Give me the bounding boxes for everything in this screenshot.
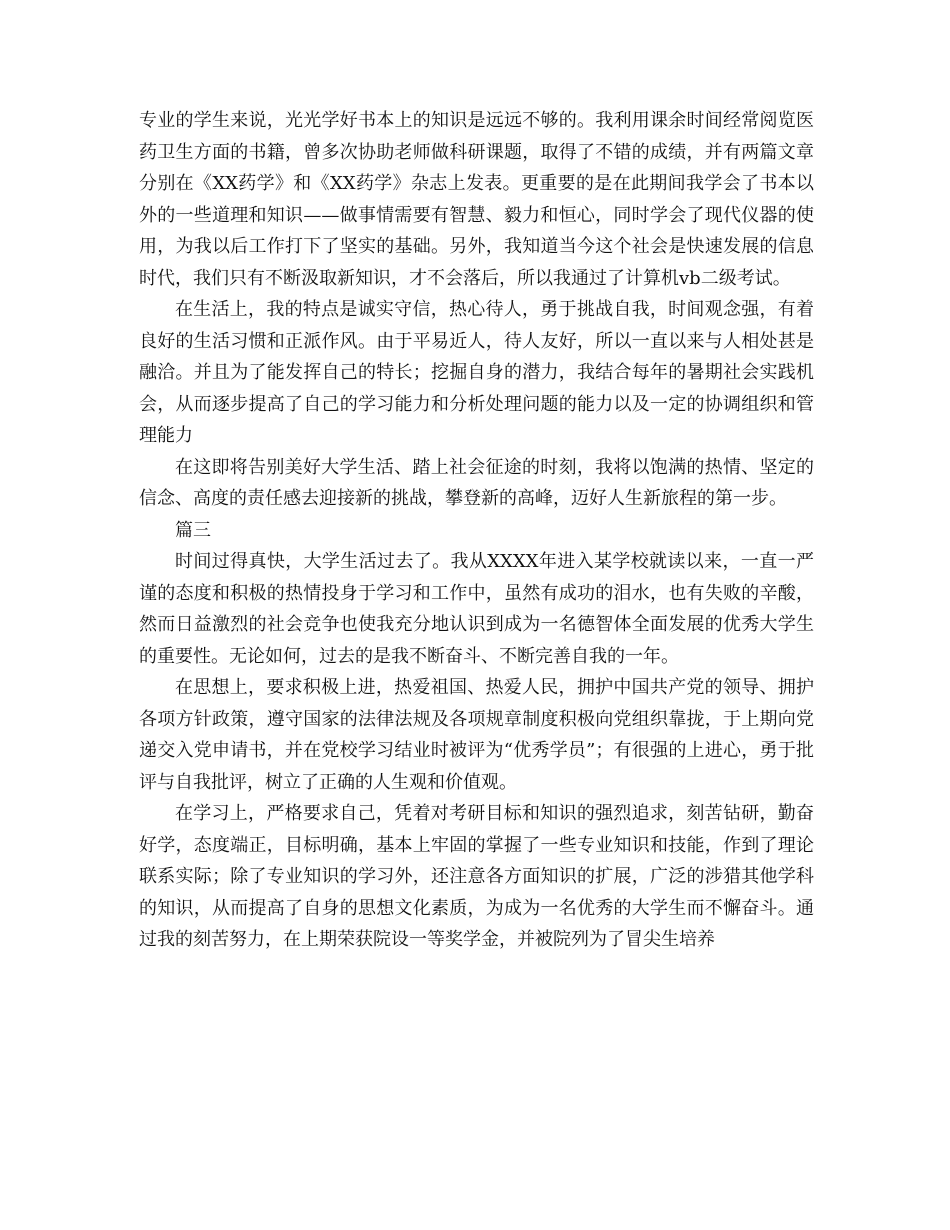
section-heading: 篇三 xyxy=(175,519,211,541)
document-page xyxy=(139,105,814,956)
paragraph-life: 在生活上，我的特点是诚实守信，热心待人，勇于挑战自我，时间观念强，有着良好的生活习惯和正派作风。由于平易近人，待人友好，所以一直以来与人相处甚是融洽。并且为了能发挥自己的特长；挖掘自身的潜力，我结合每年的暑期社会实践机会，从而逐步提高了自己的学习能力和分析处理问题的能力以及一定的协调组织和管理能力 xyxy=(139,299,814,446)
paragraph-farewell: 在这即将告别美好大学生活、踏上社会征途的时刻，我将以饱满的热情、坚定的信念、高度的责任感去迎接新的挑战，攀登新的高峰，迈好人生新旅程的第一步。 xyxy=(139,456,814,509)
paragraph-time: 时间过得真快，大学生活过去了。我从XXXX年进入某学校就读以来，一直一严谨的态度和积极的热情投身于学习和工作中，虽然有成功的泪水，也有失败的辛酸，然而日益激烈的社会竞争也使我充分地认识到成为一名德智体全面发展的优秀大学生的重要性。无论如何，过去的是我不断奋斗、不断完善自我的一年。 xyxy=(139,551,814,667)
paragraph-study: 在学习上，严格要求自己，凭着对考研目标和知识的强烈追求，刻苦钻研，勤奋好学，态度端正，目标明确，基本上牢固的掌握了一些专业知识和技能，作到了理论联系实际；除了专业知识的学习外，还注意各方面知识的扩展，广泛的涉猎其他学科的知识，从而提高了自身的思想文化素质，为成为一名优秀的大学生而不懈奋斗。通过我的刻苦努力，在上期荣获院设一等奖学金，并被院列为了冒尖生培养 xyxy=(139,803,814,950)
paragraph-continuation: 专业的学生来说，光光学好书本上的知识是远远不够的。我利用课余时间经常阅览医药卫生方面的书籍，曾多次协助老师做科研课题，取得了不错的成绩，并有两篇文章分别在《XX药学》和《XX药学》杂志上发表。更重要的是在此期间我学会了书本以外的一些道理和知识——做事情需要有智慧、毅力和恒心，同时学会了现代仪器的使用，为我以后工作打下了坚实的基础。另外，我知道当今这个社会是快速发展的信息时代，我们只有不断汲取新知识，才不会落后，所以我通过了计算机vb二级考试。 xyxy=(139,110,814,289)
paragraph-thought: 在思想上，要求积极上进，热爱祖国、热爱人民，拥护中国共产党的领导、拥护各项方针政策，遵守国家的法律法规及各项规章制度积极向党组织靠拢，于上期向党递交入党申请书，并在党校学习结业时被评为“优秀学员”；有很强的上进心，勇于批评与自我批评，树立了正确的人生观和价值观。 xyxy=(139,677,814,793)
